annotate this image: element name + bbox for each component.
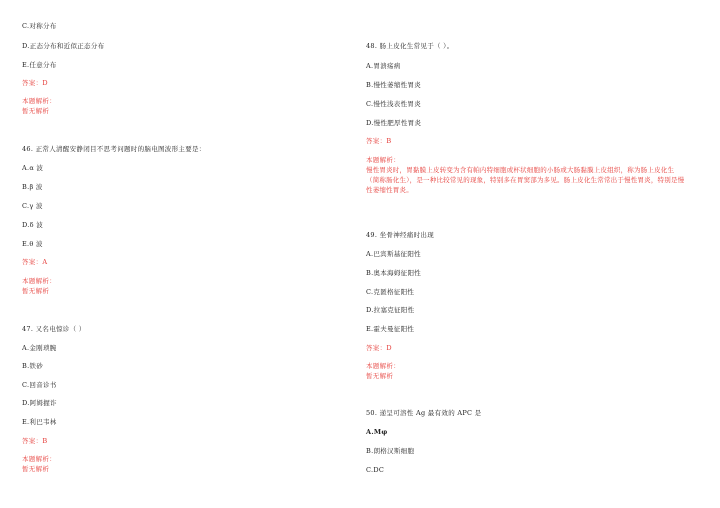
- q49-analysis-body: 暂无解析: [366, 372, 394, 380]
- q47-option-c: C.回音诊书: [22, 381, 57, 389]
- q47-option-d: D.阿姆握诈: [22, 399, 57, 407]
- q46-stem: 46. 正常人清醒安静闭目不思考问题时的脑电图波形主要是：: [22, 145, 206, 153]
- q47-option-e: E.利巴韦林: [22, 418, 57, 426]
- q50-option-b: B.朗格汉斯细胞: [366, 447, 415, 455]
- q47-analysis-title: 本题解析：: [22, 455, 56, 463]
- q48-stem: 48. 肠上皮化生常见于（ ）。: [366, 42, 454, 50]
- q46-option-c: C.γ 波: [22, 202, 43, 210]
- q47-option-b: B.铁砂: [22, 362, 44, 370]
- q48-analysis-body: 慢性胃炎时，胃黏膜上皮转变为含有帕内特细胞或杯状细胞的小肠或大肠黏膜上皮组织，称为肠上皮化生（简称肠化生），是一种比较常见的现象，特别多在胃窦部为多见。肠上皮化生常常出于慢性胃炎，特别是慢性萎缩性胃炎。: [366, 166, 685, 194]
- q45-option-d: D.正态分布和近似正态分布: [22, 42, 105, 50]
- q46-option-e: E.θ 波: [22, 240, 43, 248]
- q46-analysis-body: 暂无解析: [22, 287, 50, 295]
- q49-option-c: C.克匿格征阳性: [366, 288, 415, 296]
- q49-answer: 答案：D: [366, 344, 392, 352]
- q49-option-a: A.巴宾斯基征阳性: [366, 250, 421, 258]
- q48-option-a: A.胃溃疡病: [366, 62, 401, 70]
- q49-option-d: D.拉塞克征阳性: [366, 306, 415, 314]
- q48-option-b: B.慢性萎缩性胃炎: [366, 81, 422, 89]
- q49-analysis-title: 本题解析：: [366, 362, 400, 370]
- q48-analysis-title: 本题解析：: [366, 156, 400, 164]
- q48-option-c: C.慢性浅表性胃炎: [366, 100, 422, 108]
- q48-answer: 答案：B: [366, 137, 392, 145]
- q49-option-b: B.奥本海姆征阳性: [366, 269, 422, 277]
- q46-answer: 答案：A: [22, 258, 48, 266]
- q48-option-d: D.慢性肥厚性胃炎: [366, 119, 422, 127]
- q50-option-c: C.DC: [366, 466, 385, 474]
- q45-option-c: C.对称分布: [22, 22, 57, 30]
- q47-analysis-body: 暂无解析: [22, 465, 50, 473]
- q45-answer: 答案：D: [22, 79, 48, 87]
- q46-analysis-title: 本题解析：: [22, 277, 56, 285]
- q49-stem: 49. 坐骨神经痛时出现: [366, 231, 435, 239]
- q46-option-b: B.β 波: [22, 183, 43, 191]
- q49-option-e: E.霍夫曼征阳性: [366, 325, 415, 333]
- q47-stem: 47. 又名电惊诊（ ）: [22, 325, 86, 333]
- q47-answer: 答案：B: [22, 437, 48, 445]
- q46-option-a: A.α 波: [22, 164, 44, 172]
- q45-option-e: E.任意分布: [22, 61, 57, 69]
- q47-option-a: A.金刚琐腕: [22, 344, 57, 352]
- q45-analysis-body: 暂无解析: [22, 107, 50, 115]
- q45-analysis-title: 本题解析：: [22, 97, 56, 105]
- q50-option-a: A.Mφ: [366, 428, 388, 436]
- q50-stem: 50. 递呈可溶性 Ag 最有效的 APC 是: [366, 409, 482, 417]
- q46-option-d: D.δ 波: [22, 221, 44, 229]
